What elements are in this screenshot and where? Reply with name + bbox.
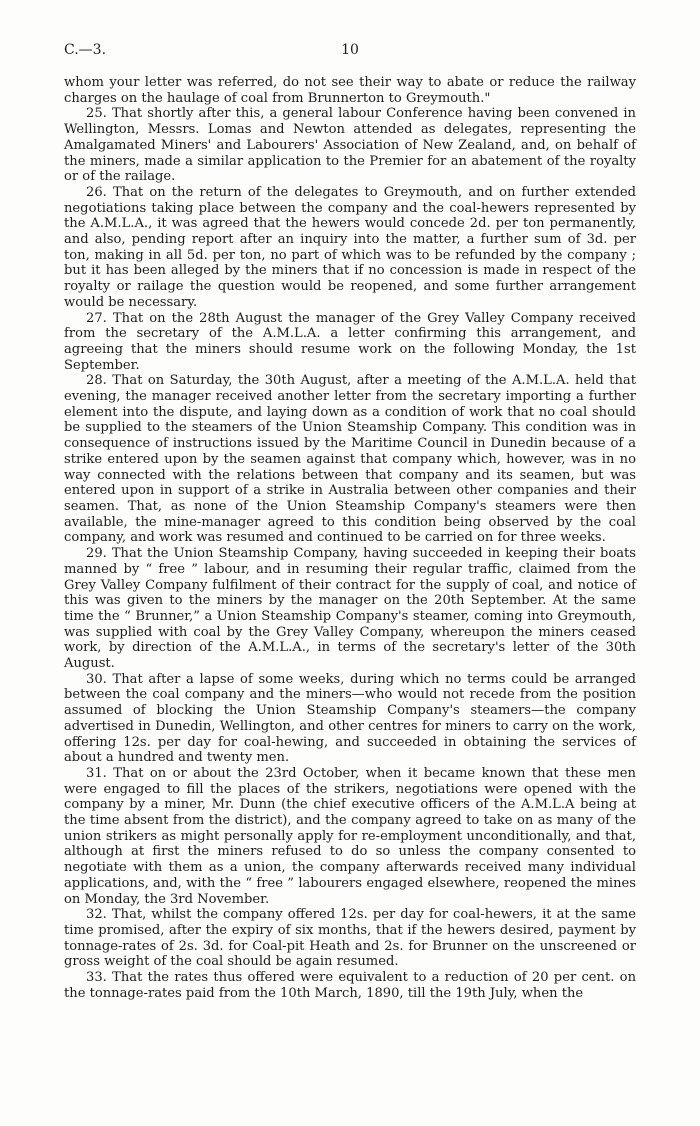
paragraph-33: 33. That the rates thus offered were equivalent to a reduction of 20 per cent. on the tonnage-rates paid from the 10th March, 1890, till the 19th July, when the (64, 970, 636, 1001)
paragraph-30: 30. That after a lapse of some weeks, during which no terms could be arranged between the coal company and the miners—who would not recede from the position assumed of blocking the Union Steamship Company's steamers—the company advertised in Dunedin, Wellington, and other centres for miners to carry on the work, offering 12s. per day for coal-hewing, and succeeded in obtaining the services of about a hundred and twenty men. (64, 671, 636, 766)
page-header (64, 42, 636, 62)
paragraph-25: 25. That shortly after this, a general labour Conference having been convened in Wellington, Messrs. Lomas and Newton attended as delegates, representing the Amalgamated Miners' and Labourers' Association of New Zealand, and, on behalf of the miners, made a similar application to the Premier for an abatement of the royalty or of the railage. (64, 106, 636, 185)
paragraph-32: 32. That, whilst the company offered 12s. per day for coal-hewers, it at the same time promised, after the expiry of six months, that if the hewers desired, payment by tonnage-rates of 2s. 3d. for Coal-pit Heath and 2s. for Brunner on the unscreened or gross weight of the coal should be again resumed. (64, 907, 636, 970)
paragraph-26: 26. That on the return of the delegates to Greymouth, and on further extended negotiations taking place between the company and the coal-hewers represented by the A.M.L.A., it was agreed that the hewers would concede 2d. per ton permanently, and also, pending report after an inquiry into the matter, a further sum of 3d. per ton, making in all 5d. per ton, no part of which was to be refunded by the company ; but it has been alleged by the miners that if no concession is made in respect of the royalty or railage the question would be reopened, and some further arrangement would be necessary. (64, 184, 636, 310)
paragraph-27: 27. That on the 28th August the manager of the Grey Valley Company received from the secretary of the A.M.L.A. a letter confirming this arrangement, and agreeing that the miners should resume work on the following Monday, the 1st September. (64, 310, 636, 373)
paragraph-28: 28. That on Saturday, the 30th August, after a meeting of the A.M.L.A. held that evening, the manager received another letter from the secretary importing a further element into the dispute, and laying down as a condition of work that no coal should be supplied to the steamers of the Union Steamship Company. This condition was in consequence of instructions issued by the Maritime Council in Dunedin because of a strike entered upon by the seamen against that company which, however, was in no way connected with the relations between that company and its seamen, but was entered upon in support of a strike in Australia between other companies and their seamen. That, as none of the Union Steamship Company's steamers were then available, the mine-manager agreed to this condition being observed by the coal company, and work was resumed and continued to be carried on for three weeks. (64, 373, 636, 546)
paragraph-29: 29. That the Union Steamship Company, having succeeded in keeping their boats manned by “ free ” labour, and in resuming their regular traffic, claimed from the Grey Valley Company fulfilment of their contract for the supply of coal, and notice of this was given to the miners by the manager on the 20th September. At the same time the “ Brunner,” a Union Steamship Company's steamer, coming into Greymouth, was supplied with coal by the Grey Valley Company, whereupon the miners ceased work, by direction of the A.M.L.A., in terms of the secretary's letter of the 30th August. (64, 546, 636, 672)
paragraph-continuation: whom your letter was referred, do not see their way to abate or reduce the railway charges on the haulage of coal from Brunnerton to Greymouth." (64, 75, 636, 106)
body-text (64, 75, 636, 1001)
document-code: C.—3. (64, 42, 107, 58)
page-number: 10 (341, 42, 359, 58)
paragraph-31: 31. That on or about the 23rd October, when it became known that these men were engaged to fill the places of the strikers, negotiations were opened with the company by a miner, Mr. Dunn (the chief executive officers of the A.M.L.A being at the time absent from the district), and the company agreed to take on as many of the union strikers as might personally apply for re-employment unconditionally, and that, although at first the miners refused to do so unless the company consented to negotiate with them as a union, the company afterwards received many individual applications, and, with the “ free ” labourers engaged elsewhere, reopened the mines on Monday, the 3rd November. (64, 765, 636, 907)
